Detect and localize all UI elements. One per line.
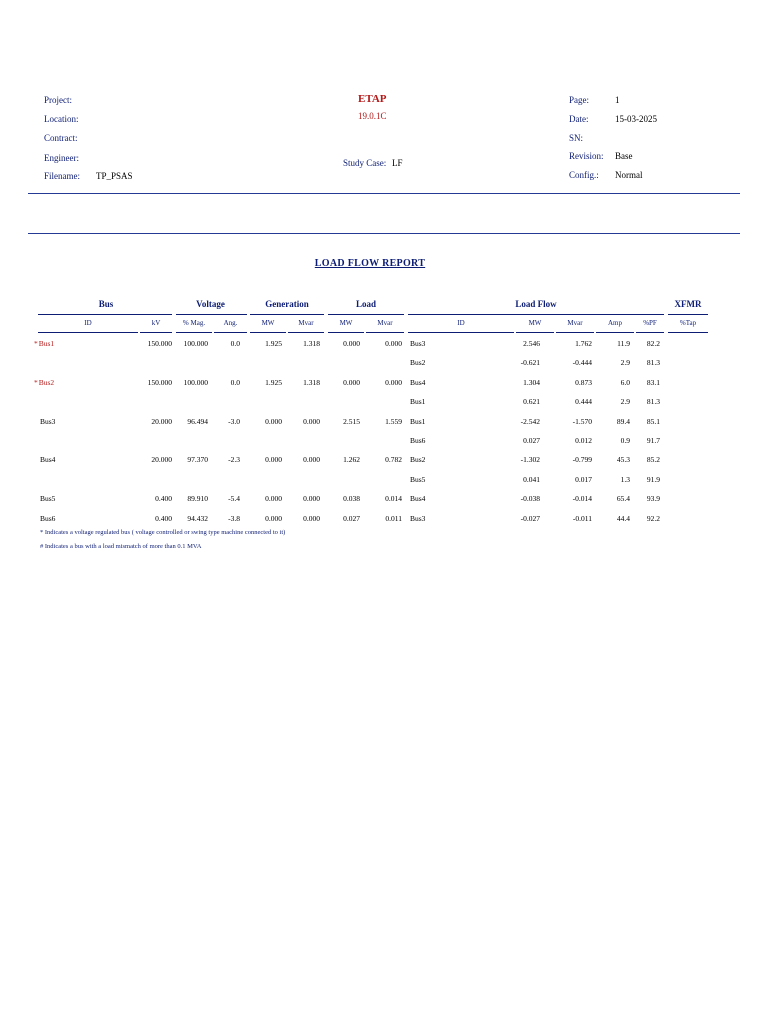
cell-kv: 0.400 [155, 514, 172, 523]
cell-to-id: Bus2 [410, 455, 426, 464]
cell-to-id: Bus3 [410, 514, 426, 523]
col-kv: kV [151, 319, 161, 327]
filename-value: TP_PSAS [96, 171, 133, 181]
sub-underline-kv [140, 332, 172, 333]
cell-ang: -3.8 [228, 514, 240, 523]
cell-to-id: Bus5 [410, 475, 426, 484]
sub-underline-ang [214, 332, 247, 333]
revision-value: Base [615, 151, 633, 161]
cell-pf: 81.3 [646, 397, 660, 406]
cell-load-mw: 0.027 [343, 514, 360, 523]
group-underline-load [328, 314, 404, 315]
date-label: Date: [569, 114, 589, 124]
cell-bus-id [40, 514, 55, 523]
cell-mag: 89.910 [187, 494, 208, 503]
study-case-label: Study Case: [343, 158, 387, 168]
config-label: Config.: [569, 170, 599, 180]
group-xfmr: XFMR [674, 299, 702, 309]
sub-underline-gen-mvar [288, 332, 324, 333]
cell-mag: 97.370 [187, 455, 208, 464]
cell-mag: 100.000 [183, 339, 208, 348]
group-underline-generation [250, 314, 324, 315]
cell-amp: 2.9 [620, 397, 630, 406]
cell-lf-mvar: -0.799 [572, 455, 592, 464]
cell-pf: 91.9 [646, 475, 660, 484]
bus-id-text: Bus3 [40, 417, 56, 426]
cell-amp: 65.4 [616, 494, 630, 503]
col-gen-mvar: Mvar [298, 319, 314, 327]
group-underline-xfmr [668, 314, 708, 315]
group-load-flow: Load Flow [515, 299, 557, 309]
group-load: Load [355, 299, 376, 309]
cell-pf: 85.1 [646, 417, 660, 426]
col-lf-mw: MW [528, 319, 542, 327]
contract-label: Contract: [44, 133, 78, 143]
sub-underline-amp [596, 332, 634, 333]
cell-load-mw: 0.000 [343, 378, 360, 387]
bus-id-text: Bus5 [40, 494, 56, 503]
cell-bus-id [34, 378, 54, 387]
report-title: LOAD FLOW REPORT [314, 258, 426, 269]
footnote-regulated-bus: * Indicates a voltage regulated bus ( voltage controlled or swing type machine connected to it) [40, 529, 286, 536]
sub-underline-tap [668, 332, 708, 333]
cell-lf-mw: -0.027 [520, 514, 540, 523]
config-value: Normal [615, 170, 643, 180]
cell-bus-id [40, 455, 55, 464]
date-value: 15-03-2025 [615, 114, 657, 124]
cell-mag: 100.000 [183, 378, 208, 387]
cell-to-id: Bus6 [410, 436, 426, 445]
cell-amp: 2.9 [620, 358, 630, 367]
cell-load-mvar: 0.011 [385, 514, 402, 523]
cell-bus-id [40, 417, 55, 426]
header-divider-top [28, 193, 740, 194]
cell-lf-mw: -2.542 [520, 417, 540, 426]
cell-gen-mw: 0.000 [265, 514, 282, 523]
cell-pf: 92.2 [646, 514, 660, 523]
cell-bus-id [34, 339, 54, 348]
cell-amp: 11.9 [617, 339, 630, 348]
cell-gen-mw: 0.000 [265, 455, 282, 464]
cell-ang: -5.4 [228, 494, 240, 503]
col-mag: % Mag. [182, 319, 206, 327]
col-amp: Amp [608, 319, 622, 327]
cell-gen-mvar: 1.318 [303, 339, 320, 348]
col-to-id: ID [457, 319, 465, 327]
cell-lf-mw: 0.027 [523, 436, 540, 445]
cell-lf-mw: 0.621 [523, 397, 540, 406]
bus-id-text: Bus4 [40, 455, 56, 464]
cell-load-mvar: 0.000 [385, 378, 402, 387]
cell-lf-mw: 0.041 [523, 475, 540, 484]
sub-underline-mag [176, 332, 212, 333]
cell-lf-mw: -1.302 [520, 455, 540, 464]
app-name: ETAP [358, 93, 387, 105]
cell-amp: 89.4 [616, 417, 630, 426]
cell-ang: -2.3 [228, 455, 240, 464]
cell-gen-mw: 0.000 [265, 417, 282, 426]
regulated-bus-marker: * [34, 378, 38, 387]
group-underline-load-flow [408, 314, 664, 315]
bus-id-text: Bus2 [38, 378, 55, 387]
sub-underline-lf-mvar [556, 332, 594, 333]
cell-lf-mw: 1.304 [523, 378, 540, 387]
sub-underline-lf-mw [516, 332, 554, 333]
cell-pf: 91.7 [646, 436, 660, 445]
cell-lf-mvar: 0.873 [575, 378, 592, 387]
cell-load-mvar: 0.014 [385, 494, 402, 503]
revision-label: Revision: [569, 151, 604, 161]
col-pf: %PF [643, 319, 657, 327]
header-divider-bottom [28, 233, 740, 234]
cell-gen-mvar: 0.000 [303, 417, 320, 426]
group-bus: Bus [98, 299, 114, 309]
cell-load-mw: 1.262 [343, 455, 360, 464]
app-version: 19.0.1C [358, 111, 387, 121]
cell-gen-mw: 1.925 [265, 339, 282, 348]
col-gen-mw: MW [261, 319, 275, 327]
col-bus-id: ID [84, 319, 92, 327]
cell-lf-mvar: 1.762 [575, 339, 592, 348]
cell-to-id: Bus4 [410, 378, 426, 387]
cell-pf: 81.3 [646, 358, 660, 367]
cell-gen-mvar: 0.000 [303, 514, 320, 523]
cell-bus-id [40, 494, 55, 503]
cell-ang: 0.0 [230, 378, 240, 387]
study-case-value: LF [392, 158, 403, 168]
col-ang: Ang. [223, 319, 238, 327]
cell-lf-mw: -0.621 [520, 358, 540, 367]
cell-pf: 93.9 [646, 494, 660, 503]
col-load-mw: MW [339, 319, 353, 327]
cell-amp: 0.9 [620, 436, 630, 445]
cell-lf-mvar: -0.444 [572, 358, 592, 367]
cell-gen-mvar: 0.000 [303, 494, 320, 503]
engineer-label: Engineer: [44, 153, 79, 163]
sub-underline-pf [636, 332, 664, 333]
cell-lf-mvar: 0.012 [575, 436, 592, 445]
group-voltage: Voltage [196, 299, 225, 309]
col-load-mvar: Mvar [377, 319, 393, 327]
cell-lf-mvar: -0.014 [572, 494, 592, 503]
cell-lf-mvar: -0.011 [572, 514, 592, 523]
cell-amp: 1.3 [620, 475, 630, 484]
cell-kv: 20.000 [151, 455, 172, 464]
cell-to-id: Bus1 [410, 417, 426, 426]
regulated-bus-marker: * [34, 339, 38, 348]
cell-kv: 0.400 [155, 494, 172, 503]
sub-underline-gen-mw [250, 332, 286, 333]
cell-load-mw: 0.038 [343, 494, 360, 503]
cell-load-mw: 2.515 [343, 417, 360, 426]
page-label: Page: [569, 95, 589, 105]
cell-load-mw: 0.000 [343, 339, 360, 348]
cell-amp: 6.0 [620, 378, 630, 387]
cell-load-mvar: 0.782 [385, 455, 402, 464]
project-label: Project: [44, 95, 72, 105]
group-underline-bus [38, 314, 172, 315]
cell-kv: 150.000 [147, 339, 172, 348]
group-underline-voltage [176, 314, 247, 315]
cell-kv: 150.000 [147, 378, 172, 387]
cell-amp: 44.4 [616, 514, 630, 523]
cell-mag: 94.432 [187, 514, 208, 523]
cell-pf: 85.2 [646, 455, 660, 464]
cell-load-mvar: 0.000 [385, 339, 402, 348]
cell-to-id: Bus3 [410, 339, 426, 348]
cell-gen-mvar: 1.318 [303, 378, 320, 387]
sn-label: SN: [569, 133, 584, 143]
location-label: Location: [44, 114, 79, 124]
cell-lf-mw: -0.038 [520, 494, 540, 503]
cell-lf-mvar: 0.017 [575, 475, 592, 484]
sub-underline-load-mvar [366, 332, 404, 333]
bus-id-text: Bus6 [40, 514, 56, 523]
group-generation: Generation [265, 299, 309, 309]
col-lf-mvar: Mvar [567, 319, 583, 327]
cell-load-mvar: 1.559 [385, 417, 402, 426]
sub-underline-to-id [408, 332, 514, 333]
cell-gen-mw: 1.925 [265, 378, 282, 387]
cell-gen-mvar: 0.000 [303, 455, 320, 464]
filename-label: Filename: [44, 171, 80, 181]
cell-pf: 82.2 [646, 339, 660, 348]
cell-ang: 0.0 [230, 339, 240, 348]
cell-to-id: Bus1 [410, 397, 426, 406]
cell-lf-mvar: 0.444 [575, 397, 592, 406]
sub-underline-bus-id [38, 332, 138, 333]
cell-lf-mw: 2.546 [523, 339, 540, 348]
col-tap: %Tap [679, 319, 697, 327]
cell-lf-mvar: -1.570 [572, 417, 592, 426]
cell-pf: 83.1 [646, 378, 660, 387]
footnote-load-mismatch: # Indicates a bus with a load mismatch of more than 0.1 MVA [40, 543, 202, 550]
cell-to-id: Bus2 [410, 358, 426, 367]
cell-to-id: Bus4 [410, 494, 426, 503]
page-value: 1 [615, 95, 620, 105]
bus-id-text: Bus1 [38, 339, 55, 348]
sub-underline-load-mw [328, 332, 364, 333]
cell-amp: 45.3 [616, 455, 630, 464]
cell-gen-mw: 0.000 [265, 494, 282, 503]
cell-ang: -3.0 [228, 417, 240, 426]
cell-mag: 96.494 [187, 417, 208, 426]
cell-kv: 20.000 [151, 417, 172, 426]
